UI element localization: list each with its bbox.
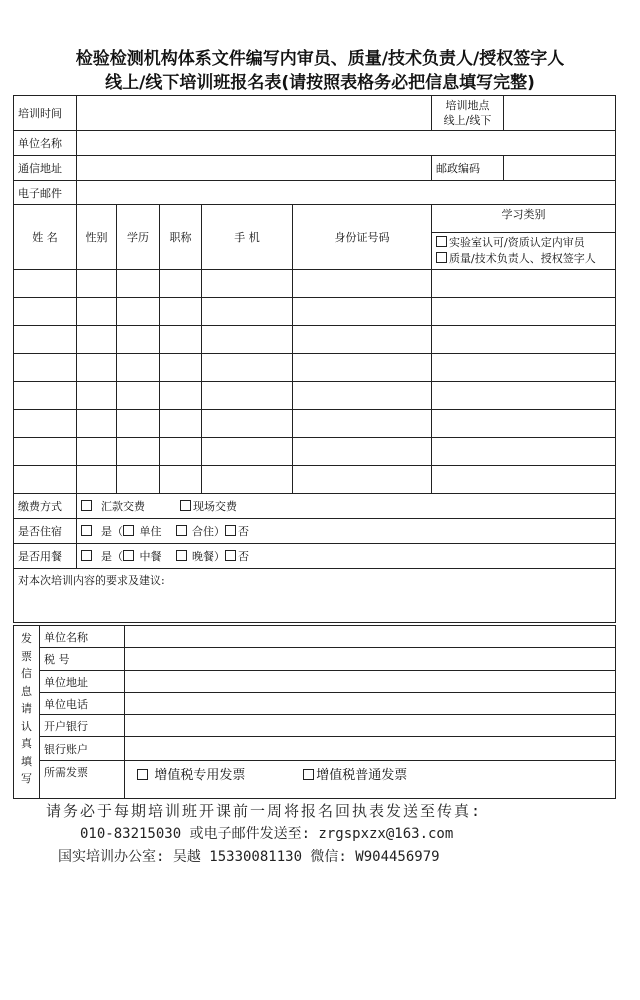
participant-cell[interactable] bbox=[117, 326, 160, 354]
participant-cell[interactable] bbox=[202, 438, 293, 466]
training-time-label: 培训时间 bbox=[14, 96, 77, 131]
training-place-field[interactable] bbox=[504, 96, 616, 131]
col-name: 姓 名 bbox=[14, 205, 77, 270]
invoice-side-label: 发票信息请认真填写 bbox=[14, 626, 40, 799]
checkbox-icon[interactable] bbox=[180, 500, 191, 511]
participant-cell[interactable] bbox=[160, 466, 202, 494]
invoice-bank-label: 开户银行 bbox=[40, 715, 125, 737]
participant-cell[interactable] bbox=[432, 270, 616, 298]
participant-cell[interactable] bbox=[293, 466, 432, 494]
participant-cell[interactable] bbox=[293, 382, 432, 410]
footer-office: 国实培训办公室: 吴越 15330081130 微信: W904456979 bbox=[58, 849, 440, 865]
participant-cell[interactable] bbox=[202, 298, 293, 326]
participant-row bbox=[14, 326, 616, 354]
col-education: 学历 bbox=[117, 205, 160, 270]
participant-cell[interactable] bbox=[14, 466, 77, 494]
checkbox-icon[interactable] bbox=[123, 525, 134, 536]
participant-row bbox=[14, 410, 616, 438]
participant-cell[interactable] bbox=[77, 466, 117, 494]
payment-option-onsite[interactable]: 现场交费 bbox=[192, 500, 237, 513]
training-time-field[interactable] bbox=[77, 96, 432, 131]
participant-cell[interactable] bbox=[160, 326, 202, 354]
participant-cell[interactable] bbox=[160, 410, 202, 438]
payment-option-remit[interactable]: 汇款交费 bbox=[101, 500, 145, 513]
participant-cell[interactable] bbox=[77, 354, 117, 382]
participant-cell[interactable] bbox=[432, 354, 616, 382]
suggestions-field[interactable] bbox=[14, 569, 616, 623]
invoice-account-field[interactable] bbox=[125, 737, 616, 761]
lodging-options: 是（ 单住 合住） 否 bbox=[77, 519, 616, 544]
participant-cell[interactable] bbox=[160, 298, 202, 326]
checkbox-icon[interactable] bbox=[176, 550, 187, 561]
registration-table bbox=[13, 95, 616, 623]
participant-cell[interactable] bbox=[432, 410, 616, 438]
participant-cell[interactable] bbox=[202, 466, 293, 494]
invoice-table bbox=[13, 625, 616, 799]
meal-options: 是（ 中餐 晚餐） 否 bbox=[77, 544, 616, 569]
participant-cell[interactable] bbox=[14, 354, 77, 382]
checkbox-icon[interactable] bbox=[176, 525, 187, 536]
participant-cell[interactable] bbox=[432, 466, 616, 494]
participant-cell[interactable] bbox=[77, 298, 117, 326]
participant-cell[interactable] bbox=[202, 354, 293, 382]
col-title: 职称 bbox=[160, 205, 202, 270]
payment-options bbox=[77, 494, 616, 519]
participant-cell[interactable] bbox=[77, 410, 117, 438]
participant-cell[interactable] bbox=[202, 326, 293, 354]
participant-cell[interactable] bbox=[293, 438, 432, 466]
participant-cell[interactable] bbox=[160, 438, 202, 466]
participant-cell[interactable] bbox=[77, 438, 117, 466]
participant-cell[interactable] bbox=[117, 354, 160, 382]
participant-cell[interactable] bbox=[117, 298, 160, 326]
training-place-label: 培训地点 线上/线下 bbox=[432, 96, 504, 131]
col-gender: 性别 bbox=[77, 205, 117, 270]
participant-row bbox=[14, 438, 616, 466]
invoice-bank-field[interactable] bbox=[125, 715, 616, 737]
participant-row bbox=[14, 354, 616, 382]
invoice-company-label: 单位名称 bbox=[40, 626, 125, 648]
participant-cell[interactable] bbox=[432, 326, 616, 354]
suggestions-label: 对本次培训内容的要求及建议: bbox=[18, 574, 165, 587]
checkbox-icon[interactable] bbox=[436, 252, 447, 263]
checkbox-icon[interactable] bbox=[81, 550, 92, 561]
invoice-address-field[interactable] bbox=[125, 671, 616, 693]
checkbox-icon[interactable] bbox=[137, 769, 148, 780]
participant-cell[interactable] bbox=[432, 298, 616, 326]
participant-cell[interactable] bbox=[77, 326, 117, 354]
footer-instruction: 请务必于每期培训班开课前一周将报名回执表发送至传真: bbox=[46, 802, 483, 820]
participant-cell[interactable] bbox=[293, 298, 432, 326]
participant-cell[interactable] bbox=[117, 438, 160, 466]
lodging-label: 是否住宿 bbox=[14, 519, 77, 544]
participant-row bbox=[14, 382, 616, 410]
study-category-label: 学习类别 bbox=[432, 205, 615, 233]
participant-cell[interactable] bbox=[202, 382, 293, 410]
invoice-company-field[interactable] bbox=[125, 626, 616, 648]
form-title-line2: 线上/线下培训班报名表(请按照表格务必把信息填写完整) bbox=[105, 73, 535, 93]
participant-cell[interactable] bbox=[117, 270, 160, 298]
footer-contact: 010-83215030 或电子邮件发送至: zrgspxzx@163.com bbox=[80, 826, 454, 842]
study-option-quality-manager[interactable]: 质量/技术负责人、授权签字人 bbox=[436, 251, 611, 267]
study-option-internal-auditor[interactable]: 实验室认可/资质认定内审员 bbox=[436, 235, 611, 251]
col-phone: 手 机 bbox=[202, 205, 293, 270]
invoice-phone-label: 单位电话 bbox=[40, 693, 125, 715]
participant-cell[interactable] bbox=[14, 326, 77, 354]
participant-cell[interactable] bbox=[117, 410, 160, 438]
participant-cell[interactable] bbox=[432, 438, 616, 466]
postal-code-field[interactable] bbox=[504, 156, 616, 181]
checkbox-icon[interactable] bbox=[436, 236, 447, 247]
checkbox-icon[interactable] bbox=[225, 550, 236, 561]
participant-cell[interactable] bbox=[14, 438, 77, 466]
col-study bbox=[432, 205, 616, 270]
checkbox-icon[interactable] bbox=[303, 769, 314, 780]
invoice-account-label: 银行账户 bbox=[40, 737, 125, 761]
participant-cell[interactable] bbox=[202, 270, 293, 298]
participant-cell[interactable] bbox=[77, 382, 117, 410]
invoice-tax-field[interactable] bbox=[125, 648, 616, 671]
participant-cell[interactable] bbox=[160, 270, 202, 298]
checkbox-icon[interactable] bbox=[225, 525, 236, 536]
participant-cell[interactable] bbox=[77, 270, 117, 298]
payment-label: 缴费方式 bbox=[14, 494, 77, 519]
checkbox-icon[interactable] bbox=[81, 525, 92, 536]
participant-row bbox=[14, 270, 616, 298]
participant-cell[interactable] bbox=[117, 466, 160, 494]
email-field[interactable] bbox=[77, 181, 616, 205]
invoice-type-special[interactable]: 增值税专用发票 bbox=[154, 768, 246, 783]
checkbox-icon[interactable] bbox=[123, 550, 134, 561]
form-title-line1: 检验检测机构体系文件编写内审员、质量/技术负责人/授权签字人 bbox=[75, 49, 565, 69]
participant-cell[interactable] bbox=[117, 382, 160, 410]
participant-cell[interactable] bbox=[202, 410, 293, 438]
participant-cell[interactable] bbox=[160, 354, 202, 382]
participant-cell[interactable] bbox=[293, 270, 432, 298]
company-name-field[interactable] bbox=[77, 131, 616, 156]
participant-cell[interactable] bbox=[14, 410, 77, 438]
participant-cell[interactable] bbox=[160, 382, 202, 410]
meal-label: 是否用餐 bbox=[14, 544, 77, 569]
invoice-address-label: 单位地址 bbox=[40, 671, 125, 693]
checkbox-icon[interactable] bbox=[81, 500, 92, 511]
col-id: 身份证号码 bbox=[293, 205, 432, 270]
participant-cell[interactable] bbox=[293, 410, 432, 438]
mailing-address-field[interactable] bbox=[77, 156, 432, 181]
participant-cell[interactable] bbox=[14, 382, 77, 410]
participant-cell[interactable] bbox=[14, 298, 77, 326]
participant-cell[interactable] bbox=[293, 326, 432, 354]
invoice-tax-label: 税 号 bbox=[40, 648, 125, 671]
invoice-type-options bbox=[125, 761, 616, 799]
invoice-type-label: 所需发票 bbox=[40, 761, 125, 799]
participant-cell[interactable] bbox=[14, 270, 77, 298]
participant-cell[interactable] bbox=[293, 354, 432, 382]
postal-code-label: 邮政编码 bbox=[432, 156, 504, 181]
participant-cell[interactable] bbox=[432, 382, 616, 410]
participant-row bbox=[14, 298, 616, 326]
email-label: 电子邮件 bbox=[14, 181, 77, 205]
company-name-label: 单位名称 bbox=[14, 131, 77, 156]
invoice-phone-field[interactable] bbox=[125, 693, 616, 715]
invoice-type-normal[interactable]: 增值税普通发票 bbox=[316, 768, 408, 783]
mailing-address-label: 通信地址 bbox=[14, 156, 77, 181]
participant-row bbox=[14, 466, 616, 494]
